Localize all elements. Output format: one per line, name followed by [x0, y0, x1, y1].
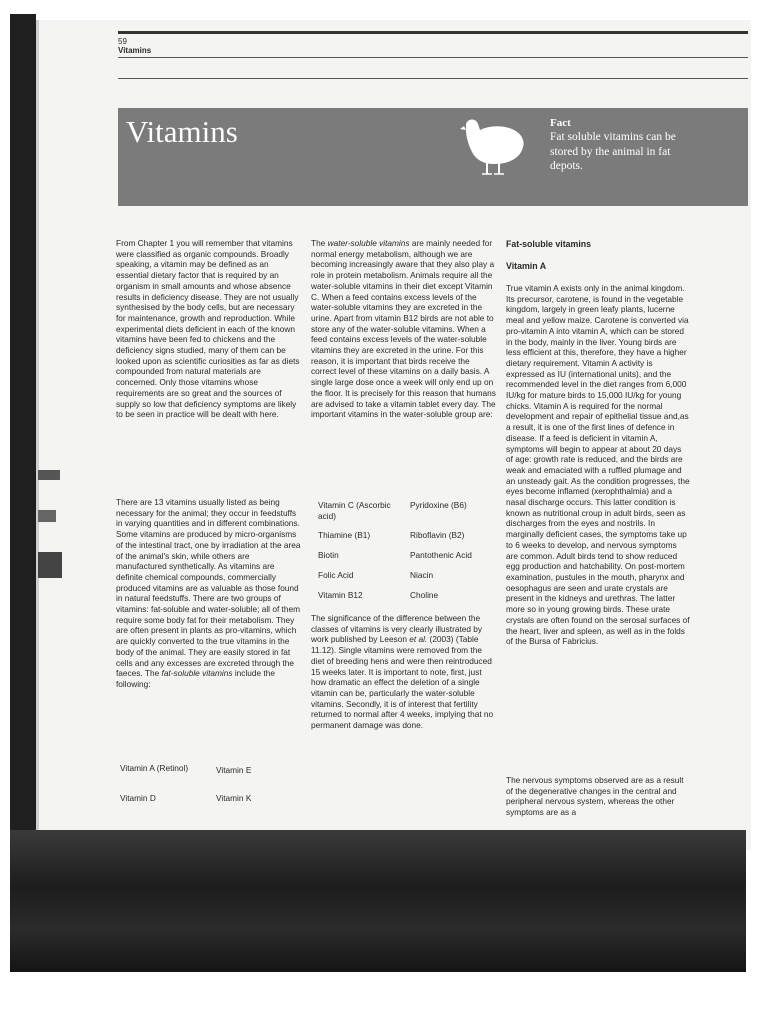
text: There are 13 vitamins usually listed as being necessary for the animal; they occur in feedstuffs in varying quantities and in different combinations. Some vitamins are produced by micro-organisms of the intestinal tract, one by irradiation at the area of the animal's skin, while others are manufactured synthetically. As vitamins are definite chemical compounds, commercially produced vitamins are as valuable as those found in natural feedstuffs. There are two groups of vitamins: fat-soluble and water-soluble; all of them require some body fat for their metabolism. They are often present in plants as pro-vitamins, which are quickly converted to the true vitamins in the body of the animal. They are easily stored in fat cells and any excesses are excreted through the faeces. The	[116, 497, 301, 679]
fat-soluble-list	[120, 763, 300, 813]
paragraph: From Chapter 1 you will remember that vitamins were classified as organic compounds. Broadly speaking, a vitamin may be defined as an essential dietary factor that is required by an organism in small amounts and whose absence results in deficiency disease. They are not usually synthesised by the body cells, but are necessary for maintenance, growth and reproduction. While experimental diets deficient in each of the known vitamins have been fed to chickens and the deficiency signs studied, many of them can be looked upon as scientific curiosities as far as diets compounded from natural materials are concerned. Only those vitamins whose requirements are so great and the sources of supply so low that deficiency symptoms are likely to be seen in practice will be dealt with here.	[116, 238, 300, 420]
list-item: Vitamin B12	[318, 590, 363, 600]
column-3-paragraph-2	[506, 775, 690, 818]
header-rule	[118, 57, 748, 58]
section-heading: Fat-soluble vitamins	[506, 239, 592, 249]
scan-edge-left	[10, 14, 36, 972]
list-item: Choline	[410, 590, 439, 600]
list-item: Pantothenic Acid	[410, 550, 472, 560]
chapter-title: Vitamins	[126, 114, 238, 149]
page-number: 59	[118, 37, 127, 46]
scan-edge-bottom	[10, 830, 746, 972]
column-3	[506, 283, 690, 647]
hen-icon	[458, 116, 528, 180]
binding-marks	[38, 470, 62, 580]
list-item: Vitamin D	[120, 793, 156, 803]
list-item: Vitamin C (Ascorbic acid)	[318, 500, 391, 521]
text: The	[311, 238, 328, 248]
running-header: Vitamins	[118, 46, 152, 55]
list-item: Thiamine (B1)	[318, 530, 371, 540]
paragraph	[311, 238, 497, 420]
emphasis: et al.	[409, 634, 428, 645]
top-rule	[118, 31, 748, 34]
header-rule-lower	[118, 78, 748, 79]
emphasis: water-soluble vitamins	[327, 238, 410, 248]
column-2-paragraph-2	[311, 613, 497, 731]
fact-label: Fact	[550, 117, 571, 129]
column-2	[311, 238, 497, 420]
column-1	[116, 238, 302, 420]
list-item: Folic Acid	[318, 570, 354, 580]
water-soluble-list	[318, 500, 498, 605]
list-item: Vitamin E	[216, 765, 252, 775]
column-1-paragraph-2	[116, 497, 302, 690]
paragraph	[311, 613, 497, 731]
emphasis: fat-soluble vitamins	[161, 668, 233, 679]
list-item: Riboflavin (B2)	[410, 530, 465, 540]
list-item: Biotin	[318, 550, 339, 560]
list-item: Vitamin K	[216, 793, 252, 803]
paragraph: The nervous symptoms observed are as a result of the degenerative changes in the central and peripheral nervous system, whereas the other symptoms are as a	[506, 775, 684, 818]
fact-text: Fat soluble vitamins can be stored by the animal in fat depots.	[550, 131, 676, 172]
subsection-heading: Vitamin A	[506, 261, 547, 271]
list-item: Pyridoxine (B6)	[410, 500, 467, 510]
list-item: Vitamin A (Retinol)	[120, 763, 189, 773]
text: are mainly needed for normal energy metabolism, although we are becoming increasingly aware that they also play a role in protein metabolism. Animals require all the water-soluble vitamins in their diet except Vitamin C. When a feed contains excess levels of the water-soluble vitamins they are excreted in the urine. Apart from vitamin B12 birds are not able to store any of the water-soluble vitamins. When a feed contains excess levels of the water-soluble vitamins they are excreted in the urine. For this reason, it is important that birds receive the correct level of these vitamins on a daily basis. A single large dose once a week will only end up on the floor. It is precisely for this reason that humans are advised to take a vitamin tablet every day. The important vitamins in the water-soluble group are:	[311, 238, 496, 420]
paragraph	[116, 497, 302, 690]
text: (2003) (Table 11.12). Single vitamins were removed from the diet of breeding hens and were then reintroduced 15 weeks later. It is important to note, first, just how dramatic an effect the deletion of a single vitamin can be, particularly the water-soluble vitamins. Secondly, it is of interest that fertility returned to normal after 4 weeks, implying that no permanent damage was done.	[311, 634, 494, 731]
text: The significance of the difference between the classes of vitamins is very clearly illustrated by work published by Leeson	[311, 613, 483, 645]
list-item: Niacin	[410, 570, 434, 580]
text: include the following:	[116, 668, 275, 689]
paragraph: True vitamin A exists only in the animal kingdom. Its precursor, carotene, is found in the vegetable kingdom, largely in green leafy plants, lucerne meal and yellow maize. Carotene is converted via pro-vitamin A into vitamin A, which can be stored in the body, mainly in the liver. Young birds are less efficient at this, therefore, they have a higher dietary requirement. Vitamin A activity is expressed as IU (international units), and the recommended level in the diet ranges from 6,000 IU/kg for mature birds to 15,000 IU/kg for young chicks. Vitamin A is required for the normal development and repair of epithelial tissue and,as a result, it is one of the first lines of defence in disease. If a feed is deficient in vitamin A, symptoms will begin to appear at about 20 days of age: growth rate is reduced, and the birds are weak and emaciated with a ruffled plumage and an unsteady gait. As the condition progresses, the eyes become inflamed (xerophthalmia) and a nasal discharge occurs. This latter condition is known as nutritional croup in adult birds, seen as discharges from the eyes and nostrils. In marginally deficient cases, the symptoms take up to 6 weeks to develop, and nervous symptoms are common. Adult birds tend to show reduced egg production and hatchability. On post-mortem examination, pustules in the mouth, pharynx and oesophagus are seen and urate crystals are present in the kidneys and urethras. The latter more so in young growing birds. These urate crystals are often found on the serosal surfaces of the heart, liver and spleen, as well as in the folds of the Bursa of Fabricius.	[506, 283, 690, 647]
